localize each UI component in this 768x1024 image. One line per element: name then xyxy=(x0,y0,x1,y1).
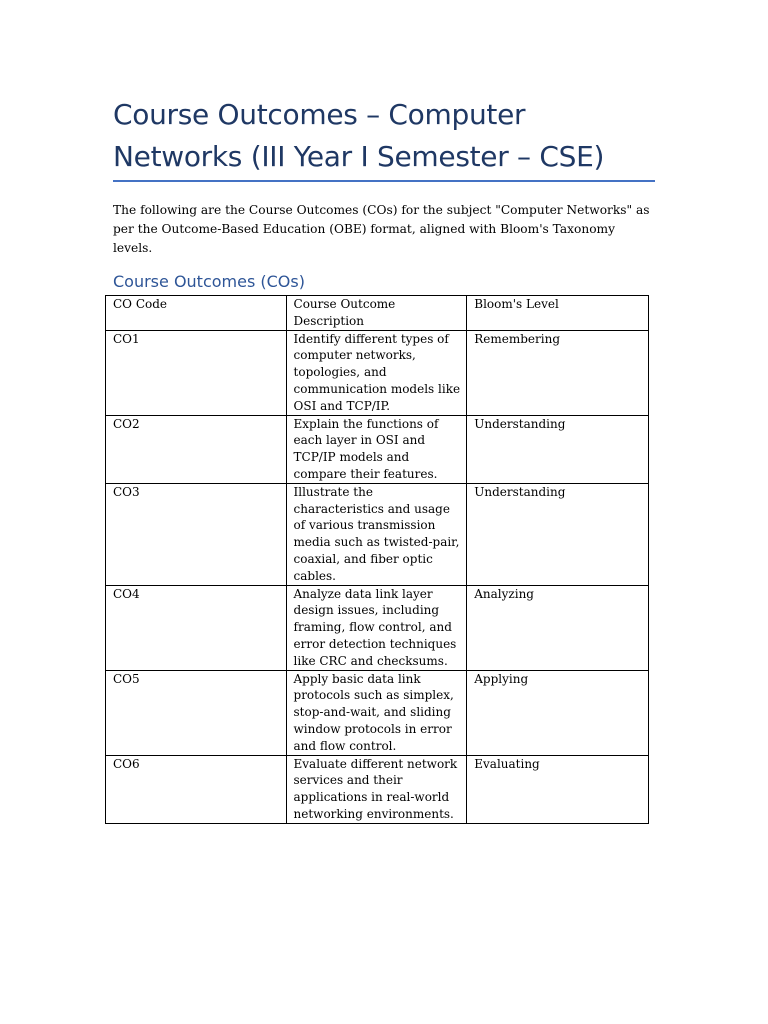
table-row xyxy=(106,330,649,415)
co-code-cell: CO1 xyxy=(106,330,287,415)
co-description-cell: Explain the functions of each layer in OSI and TCP/IP models and compare their features. xyxy=(286,415,467,483)
column-header-blooms-level: Bloom's Level xyxy=(467,296,649,331)
table-row xyxy=(106,415,649,483)
blooms-level-cell: Evaluating xyxy=(467,755,649,823)
blooms-level-cell: Remembering xyxy=(467,330,649,415)
co-description-cell: Identify different types of computer networks, topologies, and communication models like OSI and TCP/IP. xyxy=(286,330,467,415)
table-row xyxy=(106,670,649,755)
table-row xyxy=(106,755,649,823)
co-description-cell: Analyze data link layer design issues, including framing, flow control, and error detection techniques like CRC and checksums. xyxy=(286,585,467,670)
blooms-level-cell: Applying xyxy=(467,670,649,755)
intro-paragraph: The following are the Course Outcomes (COs) for the subject "Computer Networks" as per the Outcome-Based Education (OBE) format, aligned with Bloom's Taxonomy levels. xyxy=(113,203,650,255)
course-outcomes-table xyxy=(105,295,649,824)
column-header-co-code: CO Code xyxy=(106,296,287,331)
co-code-cell: CO2 xyxy=(106,415,287,483)
title-underline-divider xyxy=(113,180,655,182)
table-header xyxy=(106,296,649,331)
table-header-row xyxy=(106,296,649,331)
blooms-level-cell: Understanding xyxy=(467,483,649,585)
co-code-cell: CO3 xyxy=(106,483,287,585)
co-code-cell: CO5 xyxy=(106,670,287,755)
co-code-cell: CO4 xyxy=(106,585,287,670)
table-body xyxy=(106,330,649,823)
table-row xyxy=(106,483,649,585)
blooms-level-cell: Analyzing xyxy=(467,585,649,670)
co-description-cell: Illustrate the characteristics and usage of various transmission media such as twisted-pair, coaxial, and fiber optic cables. xyxy=(286,483,467,585)
co-description-cell: Evaluate different network services and their applications in real-world networking environments. xyxy=(286,755,467,823)
co-code-cell: CO6 xyxy=(106,755,287,823)
column-header-description: Course Outcome Description xyxy=(286,296,467,331)
blooms-level-cell: Understanding xyxy=(467,415,649,483)
co-description-cell: Apply basic data link protocols such as simplex, stop-and-wait, and sliding window protocols in error and flow control. xyxy=(286,670,467,755)
document-title: Course Outcomes – Computer Networks (III Year I Semester – CSE) xyxy=(113,98,605,173)
section-heading: Course Outcomes (COs) xyxy=(113,272,305,291)
table-row xyxy=(106,585,649,670)
